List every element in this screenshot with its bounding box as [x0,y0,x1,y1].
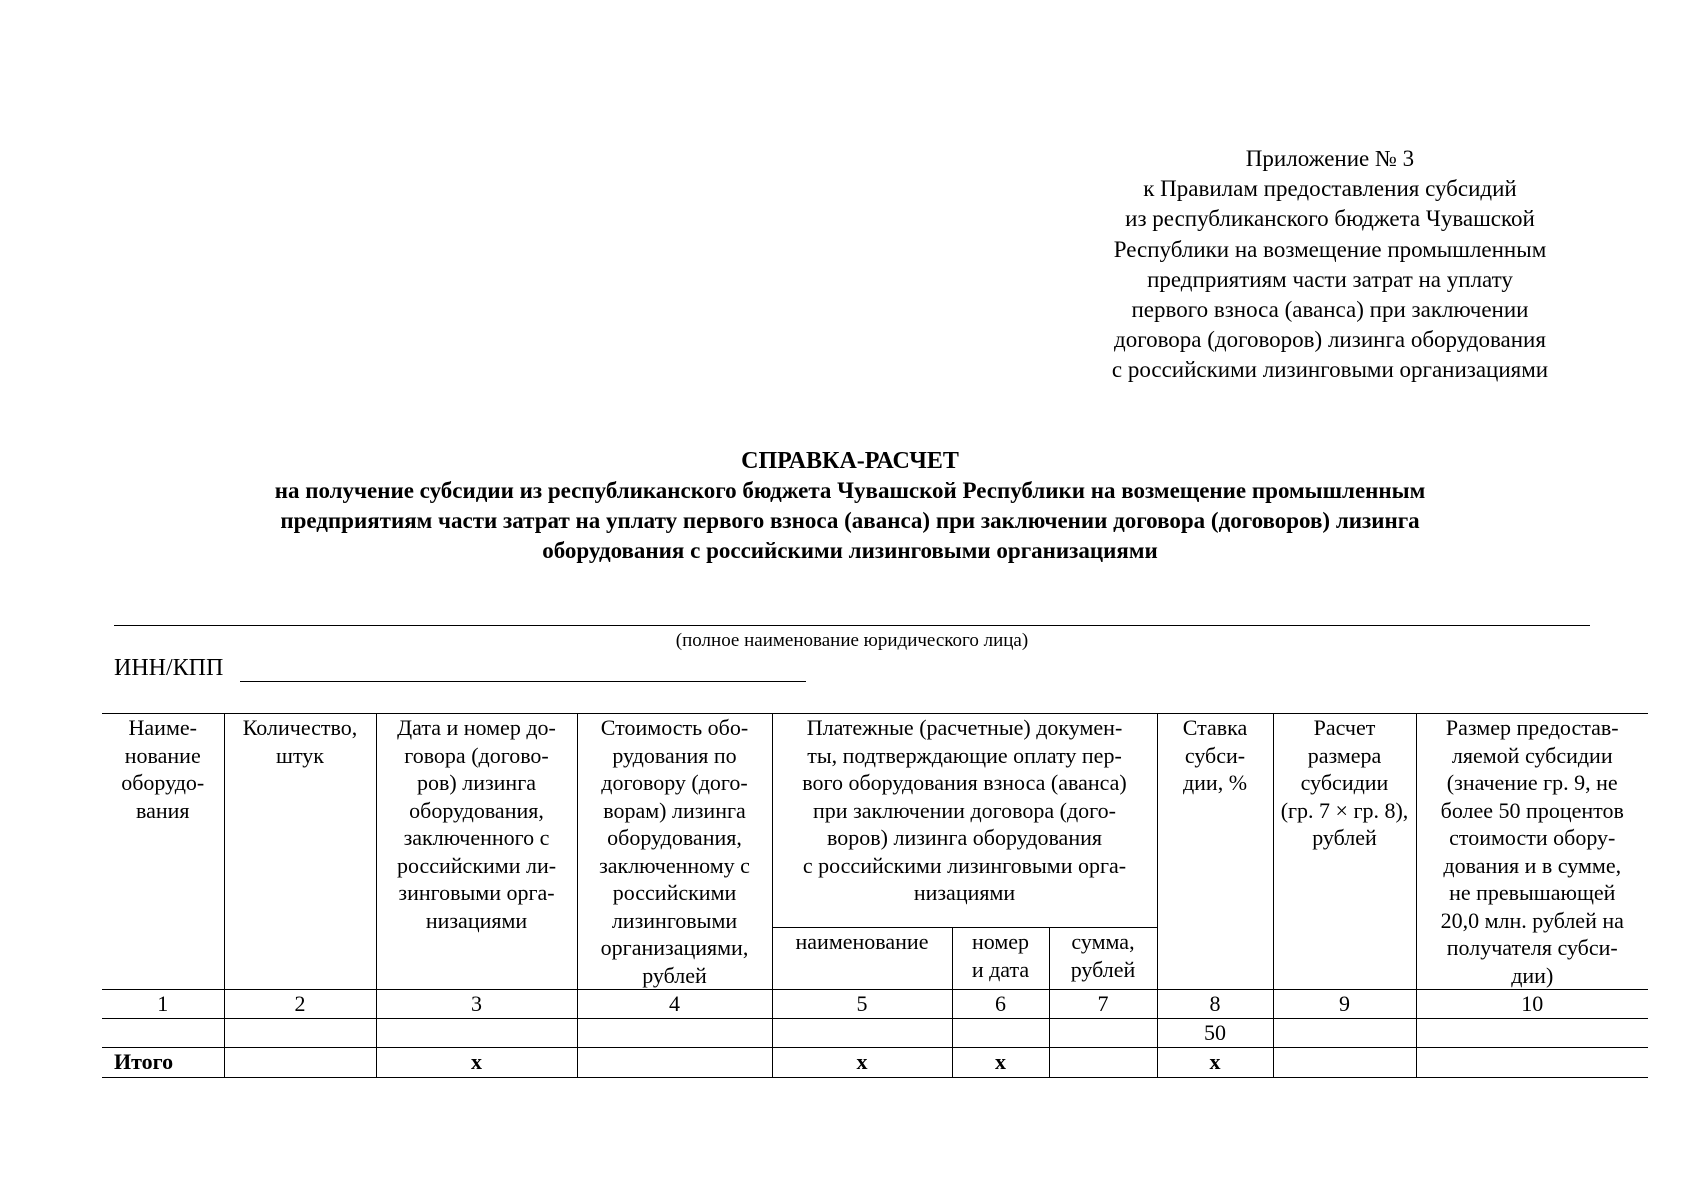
appendix-line: первого взноса (аванса) при заключении [1131,297,1529,323]
header-contract-date-number: Дата и номер до- говора (догово- ров) лизинга оборудования, заключенного с российскими ли- зинговыми орга- низациями [376,714,577,990]
table-cell [102,1018,224,1047]
table-cell [952,1018,1049,1047]
column-number: 10 [1416,990,1648,1019]
table-row [102,1018,1648,1047]
total-cell [1049,1047,1157,1077]
header-payment-documents: Платежные (расчетные) докумен- ты, подтверждающие оплату пер- вого оборудования взноса (аванса) при заключении договора (дого- воров) лизинга оборудования с российскими лизинговыми орга- низациями [772,714,1157,928]
total-cell [224,1047,376,1077]
header-document-sum: сумма, рублей [1049,928,1157,990]
column-number: 4 [577,990,772,1019]
appendix-line: с российскими лизинговыми организациями [1111,357,1549,383]
header-quantity: Количество, штук [224,714,376,990]
table-cell [1049,1018,1157,1047]
appendix-line: предприятиям части затрат на уплату [1147,266,1513,292]
inn-kpp-label: ИНН/КПП [114,655,224,681]
total-cell: x [772,1047,952,1077]
appendix-line: из республиканского бюджета Чувашской [1125,206,1535,232]
title-subtitle-line: оборудования с российскими лизинговыми организациями [542,538,1158,563]
column-number: 9 [1273,990,1416,1019]
column-number: 1 [102,990,224,1019]
subsidy-calculation-table [102,713,1648,1078]
appendix-line: Республики на возмещение промышленным [1113,236,1547,262]
title-subtitle-line: предприятиям части затрат на уплату первого взноса (аванса) при заключении договора (договоров) лизинга [280,508,1420,533]
table-cell [376,1018,577,1047]
header-equipment-cost: Стоимость обо- рудования по договору (дого- ворам) лизинга оборудования, заключенному с российскими лизинговыми организациями, рублей [577,714,772,990]
title-main: СПРАВКА-РАСЧЕТ [741,448,959,474]
entity-name-caption: (полное наименование юридического лица) [675,630,1029,651]
header-subsidy-amount: Размер предостав- ляемой субсидии (значение гр. 9, не более 50 процентов стоимости обору- дования и в сумме, не превышающей 20,0 млн. рублей на получателя субси- дии) [1416,714,1648,990]
appendix-line: договора (договоров) лизинга оборудования [1114,327,1546,353]
column-numbers-row [102,990,1648,1019]
column-number: 6 [952,990,1049,1019]
document-title [100,446,1600,566]
column-number: 2 [224,990,376,1019]
appendix-note [1060,144,1600,386]
total-label: Итого [102,1047,224,1077]
column-number: 5 [772,990,952,1019]
total-cell: x [1157,1047,1273,1077]
subsidy-rate-cell: 50 [1157,1018,1273,1047]
appendix-line: к Правилам предоставления субсидий [1143,176,1517,202]
total-cell [1273,1047,1416,1077]
title-subtitle-line: на получение субсидии из республиканского бюджета Чувашской Республики на возмещение промышленным [274,478,1426,503]
table-cell [224,1018,376,1047]
total-cell [1416,1047,1648,1077]
table-cell [1273,1018,1416,1047]
header-subsidy-calculation: Расчет размера субсидии (гр. 7 × гр. 8), рублей [1273,714,1416,990]
header-subsidy-rate: Ставка субси- дии, % [1157,714,1273,990]
total-cell: x [376,1047,577,1077]
header-document-number-date: номер и дата [952,928,1049,990]
appendix-line: Приложение № 3 [1245,146,1415,171]
total-cell [577,1047,772,1077]
entity-name-line [114,625,1590,626]
total-cell: x [952,1047,1049,1077]
column-number: 8 [1157,990,1273,1019]
header-document-name: наименование [772,928,952,990]
table-cell [577,1018,772,1047]
table-cell [1416,1018,1648,1047]
inn-kpp-line [240,681,806,682]
title-subtitle [100,476,1600,566]
header-equipment-name: Наиме- нование оборудо- вания [102,714,224,990]
column-number: 7 [1049,990,1157,1019]
total-row [102,1047,1648,1077]
table-cell [772,1018,952,1047]
column-number: 3 [376,990,577,1019]
